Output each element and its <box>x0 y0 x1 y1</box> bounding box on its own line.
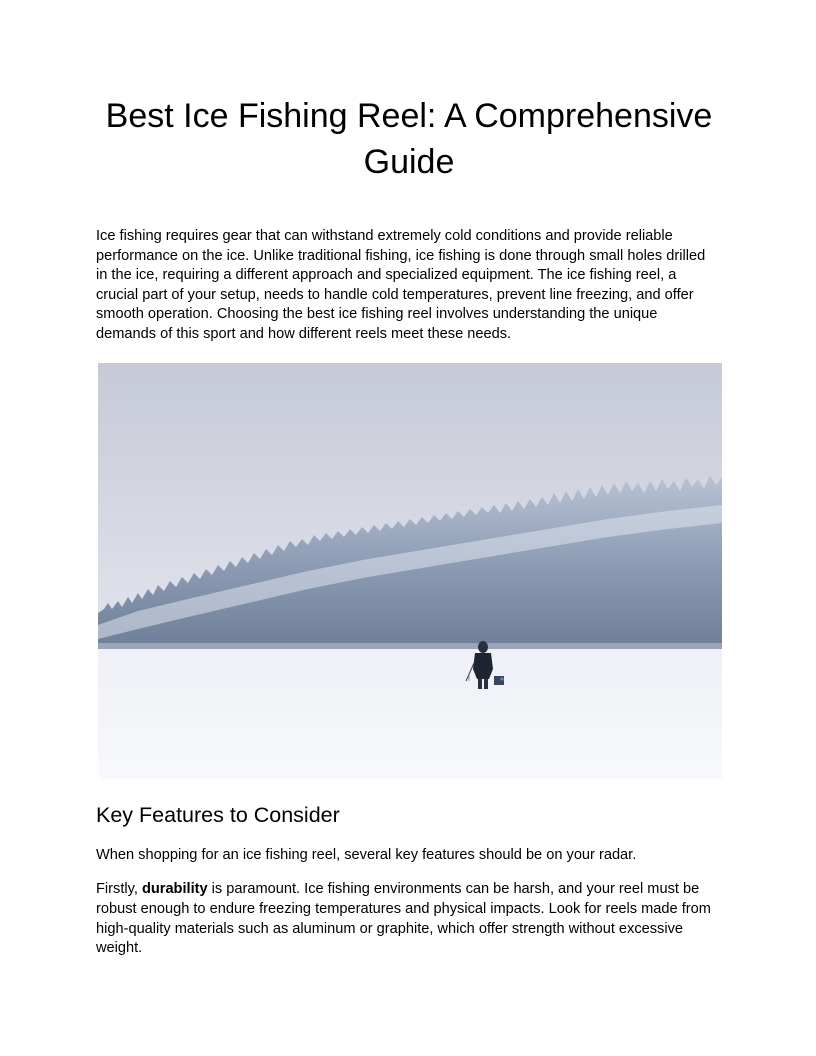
page-title: Best Ice Fishing Reel: A Comprehensive Guide <box>105 97 713 181</box>
durability-bold-term: durability <box>141 881 208 897</box>
ice-fishing-photo <box>98 363 722 779</box>
snow-field <box>98 649 722 779</box>
paragraph-durability <box>96 880 718 959</box>
intro-paragraph: Ice fishing requires gear that can withstand extremely cold conditions and provide reliable performance on the ice. Unlike traditional fishing, ice fishing is done through small holes drilled in the ice, requiring a different approach and specialized equipment. The ice fishing reel, a crucial part of your setup, needs to handle cold temperatures, prevent line freezing, and offer smooth operation. Choosing the best ice fishing reel involves understanding the unique demands of this sport and how different reels meet these needs. <box>96 228 706 342</box>
shoreline <box>98 643 722 649</box>
paragraph-durability-rest: is paramount. Ice fishing environments can be harsh, and your reel must be robust enough to endure freezing temperatures and physical impacts. Look for reels made from high-quality materials such as aluminum or graphite, which offer strength without excessive weight. <box>96 881 711 957</box>
paragraph-shopping: When shopping for an ice fishing reel, several key features should be on your radar. <box>96 847 637 863</box>
paragraph-durability-start: Firstly, <box>96 881 142 897</box>
section-heading-key-features: Key Features to Consider <box>96 803 340 827</box>
